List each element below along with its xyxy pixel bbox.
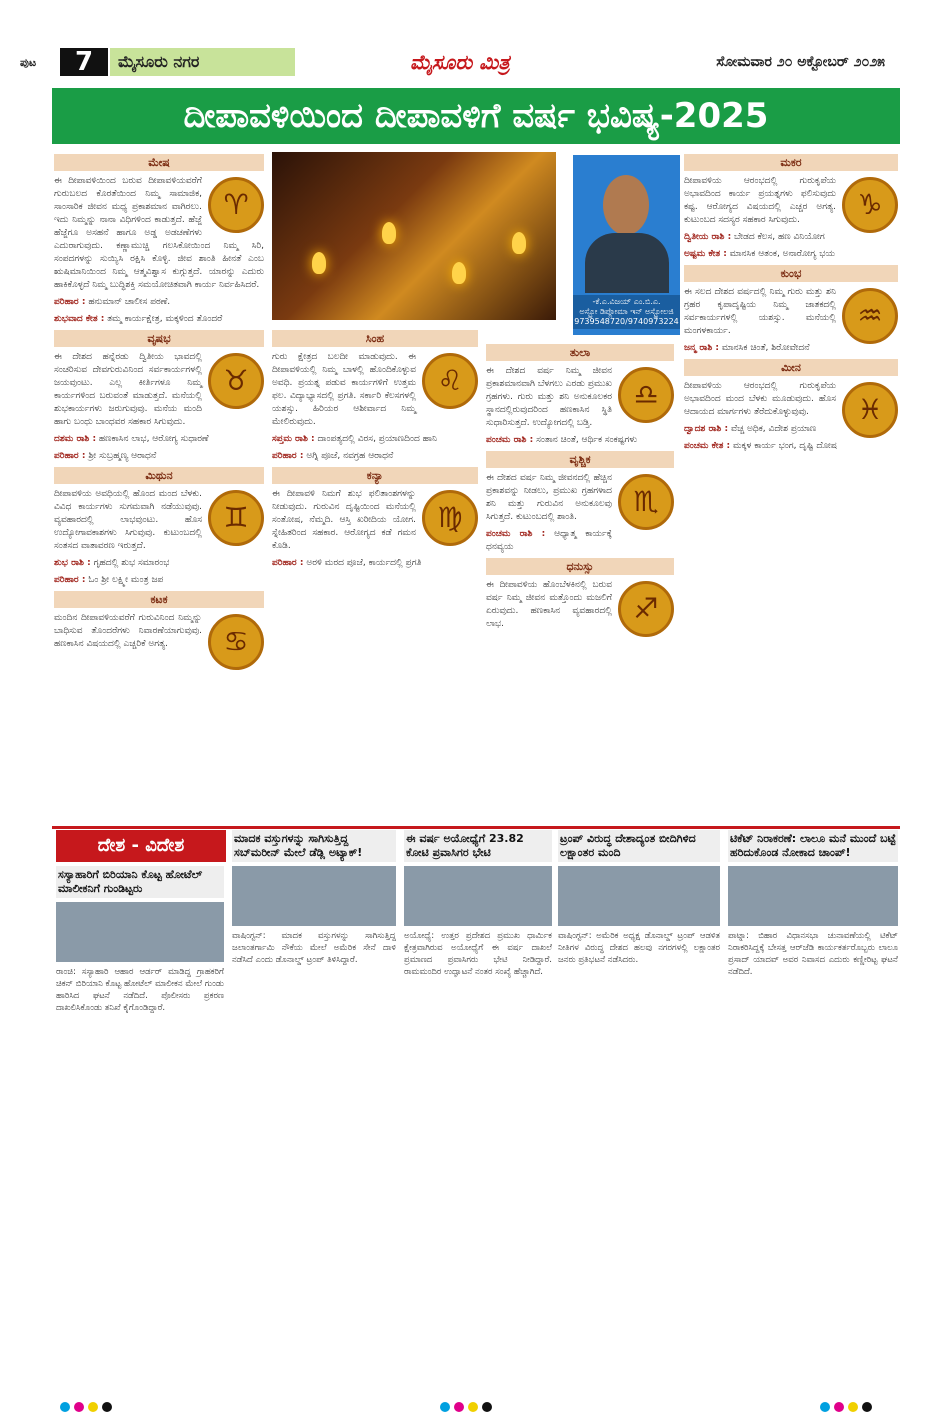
news-body: ಪಾಟ್ನಾ: ಬಿಹಾರ ವಿಧಾನಸಭಾ ಚುನಾವಣೆಯಲ್ಲಿ ಟಿಕೆಟ್ ನಿರಾಕರಿಸಿದ್ದಕ್ಕೆ ಬೇಸತ್ತ ಆರ್‌ಜೆಡಿ ಕಾರ್ಯಕರ್ತರೊಬ್ಬರು ಲಾಲೂ ಪ್ರಸಾದ್ ಯಾದವ್ ಅವರ ನಿವಾಸದ ಎದುರು ಕಣ್ಣೀರಿಟ್ಟ ಘಟನೆ ನಡೆದಿದೆ.: [728, 931, 898, 977]
horoscope-text: ಈ ದೇಶದ ಹನ್ನೆರಡು ದ್ವಿತೀಯ ಭಾವದಲ್ಲಿ ಸಂಚರಿಸುವ ದೇವಗುರುವಿನಿಂದ ಸರ್ವಕಾರ್ಯಗಳಲ್ಲಿ ಜಯವುಂಟು. ಎಲ್ಲ ಕೀರ್ತಿಗಳೂ ನಿಮ್ಮ ಕಾರ್ಯಗಳಿಂದ ಬರುವಂತೆ ಮಾಡುತ್ತದೆ. ಮನೆಯಲ್ಲಿ ಶುಭಕಾರ್ಯಗಳು ಜರುಗುವುವು. ಮನೆಯ ಮಂದಿ ಹಾಗು ಬಂಧು ಬಾಂಧವರ ಸಹಕಾರ ಸಿಗುವುದು.: [54, 352, 202, 427]
horoscope-note: [54, 433, 264, 446]
horoscope-note: [684, 248, 898, 261]
horoscope-text: ಈ ದೀಪಾವಳಿಯಿಂದ ಬರುವ ದೀಪಾವಳಿಯವರೆಗೆ ಗುರುಬಲದ ಕೊರತೆಯಿಂದ ನಿಮ್ಮ ಸಾಮಾಜಿಕ, ಸಾಂಸಾರಿಕ ಜೀವನ ಮಧ್ಯ ಪ್ರಕಾಶಮಾನ ವಾಗಿರಲು. ಇದು ನಿಮ್ಮನ್ನು ನಾನಾ ವಿಧಿಗಳಿಂದ ಕಾಡುತ್ತದೆ. ಹೆಜ್ಜೆ ಹೆಜ್ಜೆಗೂ ಅಸಹನೆ ಹಾಗೂ ಅಡ್ಡ ಅಡಚಣೆಗಳು ಎದುರಾಗುವುದು. ಕಣ್ಣಾಮುಚ್ಚಿ ಗಲಸಿಕೋಯಿಂದ ನಿಮ್ಮ ಸಿರಿ, ಸಂಪದಗಳನ್ನು ಸುಯ್ಯಿಸಿ ರಕ್ಷಿಸಿ ಕೊಳ್ಳಿ. ಜೀವ ಶಾಂತಿ ಹೀನತೆ ಎಂಬ ಋಷಿಮಾನಿಯಿಂದ ನಿಮ್ಮ ಆತ್ಮವಿಶ್ವಾಸ ಕುಗ್ಗುತ್ತದೆ. ಯಾರನ್ನು ಎದುರು ಹಾಕಿಕೊಳ್ಳದೆ ನಿಮ್ಮ ಬುದ್ಧಿಶಕ್ತಿ ಸಮಯೋಚಿತವಾಗಿ ಕಾರ್ಯ ನಿರ್ವಹಿಸಿದರೆ.: [54, 176, 264, 290]
note-label: ಜನ್ಮ ರಾಶಿ :: [684, 343, 720, 353]
horoscope-note: [272, 450, 478, 463]
zodiac-icon: ♒: [842, 288, 898, 344]
zodiac-heading: ಕನ್ಯಾ: [272, 467, 478, 484]
zodiac-heading: ಮೀನ: [684, 359, 898, 376]
horoscope-note: [486, 528, 674, 554]
news-body: ಅಯೋಧ್ಯೆ: ಉತ್ತರ ಪ್ರದೇಶದ ಪ್ರಮುಖ ಧಾರ್ಮಿಕ ಕ್ಷೇತ್ರವಾಗಿರುವ ಅಯೋಧ್ಯೆಗೆ ಈ ವರ್ಷ ದಾಖಲೆ ಪ್ರಮಾಣದ ಪ್ರವಾಸಿಗರು ಭೇಟಿ ನೀಡಿದ್ದಾರೆ. ರಾಮಮಂದಿರ ಉದ್ಘಾಟನೆ ನಂತರ ಸಂಖ್ಯೆ ಹೆಚ್ಚಾಗಿದೆ.: [404, 931, 552, 977]
horoscope-note: [54, 296, 264, 309]
zodiac-icon: ♍: [422, 490, 478, 546]
news-headline: ಸಸ್ಯಾಹಾರಿಗೆ ಬಿರಿಯಾನಿ ಕೊಟ್ಟ ಹೋಟೆಲ್ ಮಾಲೀಕನಿಗೆ ಗುಂಡಿಟ್ಟರು: [56, 866, 224, 898]
horoscope-note: [54, 313, 264, 326]
page-number: 7: [60, 48, 108, 76]
horoscope-note: [684, 231, 898, 244]
note-label: ಅಷ್ಟಮ ಕೇತ :: [684, 249, 727, 259]
horoscope-note: [54, 450, 264, 463]
note-label: ಶುಭವಾದ ಕೇತ :: [54, 314, 105, 324]
note-value: ಮಾನಸಿಕ ಆತಂಕ, ಅನಾರೋಗ್ಯ ಭಯ: [729, 249, 836, 259]
note-value: ಹನುಮಾನ್ ಚಾಲೀಸ ಪಠಣೆ.: [88, 297, 171, 307]
zodiac-heading: ಕುಂಭ: [684, 265, 898, 282]
note-value: ತಮ್ಮ ಕಾರ್ಯಕ್ಷೇತ್ರ, ಮಕ್ಕಳಿಂದ ತೊಂದರೆ: [107, 314, 223, 324]
horoscope-text: ದೀಪಾವಳಿಯ ಆರಂಭದಲ್ಲಿ ಗುರುಕೃಪೆಯ ಅಭಾವದಿಂದ ಮಂದ ಬೆಳಕು ಮೂಡುವುದು. ಹೊಸ ಆದಾಯದ ಮಾರ್ಗಗಳು ತೆರೆದುಕೊಳ್ಳುವುವು.: [684, 381, 836, 417]
zodiac-icon: ♈: [208, 177, 264, 233]
zodiac-icon: ♐: [618, 581, 674, 637]
note-label: ಪಂಚಮ ರಾಶಿ :: [486, 435, 534, 445]
note-label: ದ್ವಿತೀಯ ರಾಶಿ :: [684, 232, 732, 242]
note-value: ಹಣಕಾಸಿನ ಲಾಭ, ಆರೋಗ್ಯ ಸುಧಾರಣೆ: [98, 434, 209, 444]
note-label: ಪರಿಹಾರ :: [54, 451, 86, 461]
note-value: ಆಧ್ಯಾತ್ಮ ಕಾರ್ಯಕ್ಕೆ ಧನವ್ಯಯ: [486, 529, 612, 552]
horoscope-text: ಈ ದೇಶದ ವರ್ಷ ನಿಮ್ಮ ಜೀವನ ಪ್ರಕಾಶಮಾನವಾಗಿ ಬೆಳಗಲು ಎರಡು ಪ್ರಮುಖ ಗ್ರಹಗಳು. ಗುರು ಮತ್ತು ಶನಿ ಅನುಕೂಲಕರ ಸ್ಥಾನದಲ್ಲಿರುವುದರಿಂದ ಹಣಕಾಸಿನ ಸ್ಥಿತಿ ಸುಧಾರಿಸುತ್ತದೆ. ಉದ್ಯೋಗದಲ್ಲಿ ಬಡ್ತಿ.: [486, 366, 612, 428]
note-value: ಗೃಹದಲ್ಲಿ ಶುಭ ಸಮಾರಂಭ: [93, 558, 170, 568]
astrologer-photo: [573, 155, 680, 335]
horoscope-note: [54, 557, 264, 570]
horoscope-text: ಈ ದೇಶದ ವರ್ಷ ನಿಮ್ಮ ಜೀವನದಲ್ಲಿ ಹೆಚ್ಚಿನ ಪ್ರಕಾಶವನ್ನು ನೀಡಲು, ಪ್ರಮುಖ ಗ್ರಹಗಳಾದ ಶನಿ ಮತ್ತು ಗುರುವಿನ ಅನುಕೂಲವು ಸಿಗುತ್ತದೆ. ಕುಟುಂಬದಲ್ಲಿ ಶಾಂತಿ.: [486, 473, 612, 522]
note-label: ಸಪ್ತಮ ರಾಶಿ :: [272, 434, 315, 444]
note-label: ಪರಿಹಾರ :: [272, 558, 304, 568]
masthead: [0, 0, 945, 80]
note-value: ಮಾನಸಿಕ ಚಿಂತೆ, ಶಿರೋವೇದನೆ: [721, 343, 810, 353]
zodiac-heading: ತುಲಾ: [486, 344, 674, 361]
zodiac-heading: ಮಕರ: [684, 154, 898, 171]
news-article: [404, 830, 552, 1370]
note-label: ಪರಿಹಾರ :: [54, 575, 86, 585]
horoscope-note: [684, 342, 898, 355]
diya-photo: [272, 152, 556, 320]
note-value: ದಾಂಪತ್ಯದಲ್ಲಿ ವಿರಸ, ಪ್ರಯಾಣದಿಂದ ಹಾನಿ: [317, 434, 438, 444]
horoscope-text: ಈ ಸಲದ ದೇಶದ ವರ್ಷದಲ್ಲಿ ನಿಮ್ಮ ಗುರು ಮತ್ತು ಶನಿ ಗ್ರಹರ ಕೃಪಾದೃಷ್ಟಿಯ ನಿಮ್ಮ ಜಾತಕದಲ್ಲಿ ಸರ್ವಕಾರ್ಯಗಳಲ್ಲಿ ಯಶಸ್ಸು. ಮನೆಯಲ್ಲಿ ಮಂಗಳಕಾರ್ಯ.: [684, 287, 836, 336]
section-city: ಮೈಸೂರು ನಗರ: [110, 48, 295, 76]
astrologer-name: -ಕೆ.ಎ.ವಿಜಯ್ ಎಂ.ಬಿ.ಎ.: [592, 297, 661, 306]
note-value: ಬೇಡದ ಕೆಲಸ, ಹಣ ವಿನಿಯೋಗ: [734, 232, 825, 242]
zodiac-heading: ಕಟಕ: [54, 591, 264, 608]
horoscope-note: [272, 433, 478, 446]
note-value: ವೆಚ್ಚ ಅಧಿಕ, ವಿದೇಶ ಪ್ರಯಾಣ: [730, 424, 817, 434]
note-label: ಪರಿಹಾರ :: [54, 297, 86, 307]
news-photo: [404, 866, 552, 926]
horoscope-note: [272, 557, 478, 570]
horoscope-column: [684, 150, 898, 820]
note-label: ಪಂಚಮ ಕೇತ :: [684, 441, 731, 451]
horoscope-column: [272, 326, 478, 820]
zodiac-icon: ♌: [422, 353, 478, 409]
issue-date: ಸೋಮವಾರ ೨೦ ಅಕ್ಟೋಬರ್ ೨೦೨೫: [716, 54, 885, 70]
print-registration-marks: [0, 1394, 945, 1424]
zodiac-icon: ♊: [208, 490, 264, 546]
note-label: ದಶಮ ರಾಶಿ :: [54, 434, 97, 444]
news-body: ರಾಂಚಿ: ಸಸ್ಯಾಹಾರಿ ಆಹಾರ ಆರ್ಡರ್ ಮಾಡಿದ್ದ ಗ್ರಾಹಕರಿಗೆ ಚಿಕನ್ ಬಿರಿಯಾನಿ ಕೊಟ್ಟ ಹೋಟೆಲ್ ಮಾಲೀಕನ ಮೇಲೆ ಗುಂಡು ಹಾರಿಸಿದ ಘಟನೆ ನಡೆದಿದೆ. ಪೊಲೀಸರು ಪ್ರಕರಣ ದಾಖಲಿಸಿಕೊಂಡು ತನಿಖೆ ಕೈಗೊಂಡಿದ್ದಾರೆ.: [56, 967, 224, 1013]
horoscope-text: ಈ ದೀಪಾವಳಿ ನಿಮಗೆ ಶುಭ ಫಲಿತಾಂಶಗಳನ್ನು ನೀಡುವುದು. ಗುರುವಿನ ದೃಷ್ಟಿಯಿಂದ ಮನೆಯಲ್ಲಿ ಸಂತೋಷ, ನೆಮ್ಮದಿ. ಆಸ್ತಿ ಖರೀದಿಯ ಯೋಗ. ಸ್ನೇಹಿತರಿಂದ ಸಹಕಾರ. ಆರೋಗ್ಯದ ಕಡೆ ಗಮನ ಕೊಡಿ.: [272, 489, 416, 551]
news-body: ವಾಷಿಂಗ್ಟನ್: ಮಾದಕ ವಸ್ತುಗಳನ್ನು ಸಾಗಿಸುತ್ತಿದ್ದ ಜಲಾಂತರ್ಗಾಮಿ ನೌಕೆಯ ಮೇಲೆ ಅಮೆರಿಕ ಸೇನೆ ದಾಳಿ ನಡೆಸಿದೆ ಎಂದು ಡೊನಾಲ್ಡ್ ಟ್ರಂಪ್ ತಿಳಿಸಿದ್ದಾರೆ.: [232, 931, 396, 965]
zodiac-icon: ♓: [842, 382, 898, 438]
note-label: ಶುಭ ರಾಶಿ :: [54, 558, 91, 568]
horoscope-column: [54, 150, 264, 820]
horoscope-note: [54, 574, 264, 587]
zodiac-icon: ♏: [618, 474, 674, 530]
news-photo: [232, 866, 396, 926]
note-label: ಪರಿಹಾರ :: [272, 451, 304, 461]
horoscope-text: ದೀಪಾವಳಿಯ ಆರಂಭದಲ್ಲಿ ಗುರುಕೃಪೆಯ ಅಭಾವದಿಂದ ಕಾರ್ಯ ಪ್ರಯತ್ನಗಳು ಫಲಿಸುವುದು ಕಷ್ಟ. ಆರೋಗ್ಯದ ವಿಷಯದಲ್ಲಿ ಎಚ್ಚರ ಅಗತ್ಯ. ಕುಟುಂಬದ ಸದಸ್ಯರ ಸಹಕಾರ ಸಿಗುವುದು.: [684, 176, 836, 225]
horoscope-column: [486, 340, 674, 820]
zodiac-icon: ♎: [618, 367, 674, 423]
note-label: ದ್ವಾದಶ ರಾಶಿ :: [684, 424, 729, 434]
zodiac-heading: ಮೇಷ: [54, 154, 264, 171]
note-value: ಓಂ ಶ್ರೀ ಲಕ್ಷ್ಮೀ ಮಂತ್ರ ಜಪ: [88, 575, 164, 585]
desha-videsha-label: ದೇಶ - ವಿದೇಶ: [56, 830, 226, 862]
news-headline: ಟಿಕೆಟ್ ನಿರಾಕರಣೆ: ಲಾಲೂ ಮನೆ ಮುಂದೆ ಬಟ್ಟೆ ಹರಿದುಕೊಂಡ ನೋಕಾದ ಚಾಂಪ್!: [728, 830, 898, 862]
horoscope-text: ಗುರು ಕ್ಷೇತ್ರದ ಬಲದೀ ಮಾಡುವುದು. ಈ ದೀಪಾವಳಿಯಲ್ಲಿ ನಿಮ್ಮ ಬಾಳಲ್ಲಿ ಹೊಂದಿಕೊಳ್ಳುವ ಅವಧಿ. ಪ್ರಯತ್ನ ಪಡುವ ಕಾರ್ಯಗಳಿಗೆ ಉತ್ತಮ ಫಲ. ವಿದ್ಯಾಭ್ಯಾಸದಲ್ಲಿ ಪ್ರಗತಿ. ಸರ್ಕಾರಿ ಕೆಲಸಗಳಲ್ಲಿ ಯಶಸ್ಸು. ಹಿರಿಯರ ಆಶೀರ್ವಾದ ನಿಮ್ಮ ಮೇಲಿರುವುದು.: [272, 352, 416, 427]
zodiac-heading: ಸಿಂಹ: [272, 330, 478, 347]
news-article: [232, 830, 396, 1370]
zodiac-heading: ಮಿಥುನ: [54, 467, 264, 484]
zodiac-heading: ವೃಶ್ಚಿಕ: [486, 451, 674, 468]
note-value: ಅರಳಿ ಮರದ ಪೂಜೆ, ಕಾರ್ಯದಲ್ಲಿ ಪ್ರಗತಿ: [306, 558, 422, 568]
note-label: ಪಂಚಮ ರಾಶಿ :: [486, 529, 546, 539]
news-photo: [56, 902, 224, 962]
news-headline: ಮಾದಕ ವಸ್ತುಗಳನ್ನು ಸಾಗಿಸುತ್ತಿದ್ದ ಸಬ್‌ಮರೀನ್ ಮೇಲೆ ಡೆಡ್ಲಿ ಅಟ್ಯಾಕ್!: [232, 830, 396, 862]
news-headline: ಈ ವರ್ಷ ಅಯೋಧ್ಯೆಗೆ 23.82 ಕೋಟಿ ಪ್ರವಾಸಿಗರ ಭೇಟಿ: [404, 830, 552, 862]
zodiac-icon: ♋: [208, 614, 264, 670]
horoscope-note: [684, 440, 898, 453]
news-article: [558, 830, 720, 1370]
zodiac-icon: ♑: [842, 177, 898, 233]
page-label: ಪುಟ: [20, 56, 37, 69]
astrologer-title: ಅಸ್ಟ್ರೋ ಡಿಪ್ಲೋಮಾ ಇನ್ ಅಸ್ಟ್ರೋಲಜಿ: [579, 307, 674, 316]
horoscope-text: ದೀಪಾವಳಿಯ ಅವಧಿಯಲ್ಲಿ ಹೊಂದ ಮಂದ ಬೆಳಕು. ವಿವಿಧ ಕಾರ್ಯಗಳು ಸುಗಮವಾಗಿ ನಡೆಯುವುವು. ವ್ಯವಹಾರದಲ್ಲಿ ಲಾಭವುಂಟು. ಹೊಸ ಉದ್ಯೋಗಾವಕಾಶಗಳು ಸಿಗುವುವು. ಕುಟುಂಬದಲ್ಲಿ ಸಂತಸದ ವಾತಾವರಣ ಇರುತ್ತದೆ.: [54, 489, 202, 551]
horoscope-text: ಈ ದೀಪಾವಳಿಯ ಹೊಂಬೆಳಕಿನಲ್ಲಿ ಬರುವ ವರ್ಷ ನಿಮ್ಮ ಜೀವನ ಮತ್ತೊಂದು ಮಜಲಿಗೆ ಏರುವುದು. ಹಣಕಾಸಿನ ವ್ಯವಹಾರದಲ್ಲಿ ಲಾಭ.: [486, 580, 612, 629]
news-body: ವಾಷಿಂಗ್ಟನ್: ಅಮೆರಿಕ ಅಧ್ಯಕ್ಷ ಡೊನಾಲ್ಡ್ ಟ್ರಂಪ್ ಆಡಳಿತ ನೀತಿಗಳ ವಿರುದ್ಧ ದೇಶದ ಹಲವು ನಗರಗಳಲ್ಲಿ ಲಕ್ಷಾಂತರ ಜನರು ಪ್ರತಿಭಟನೆ ನಡೆಸಿದರು.: [558, 931, 720, 965]
zodiac-heading: ಧನುಸ್ಸು: [486, 558, 674, 575]
astrologer-phone: 9739548720/9740973224: [574, 317, 679, 326]
news-headline: ಟ್ರಂಪ್ ವಿರುದ್ಧ ದೇಶಾದ್ಯಂತ ಬೀದಿಗಿಳಿದ ಲಕ್ಷಾಂತರ ಮಂದಿ: [558, 830, 720, 862]
note-value: ಮಕ್ಕಳ ಕಾರ್ಯ ಭಂಗ, ದೃಷ್ಟಿ ದೋಷ: [732, 441, 838, 451]
note-value: ಶ್ರೀ ಸುಬ್ರಹ್ಮಣ್ಯ ಆರಾಧನೆ: [88, 451, 157, 461]
zodiac-icon: ♉: [208, 353, 264, 409]
newspaper-logo: ಮೈಸೂರು ಮಿತ್ರ: [410, 50, 510, 74]
page-title: ದೀಪಾವಳಿಯಿಂದ ದೀಪಾವಳಿಗೆ ವರ್ಷ ಭವಿಷ್ಯ-2025: [52, 88, 900, 144]
horoscope-text: ಮಂದಿನ ದೀಪಾವಳಿಯವರೆಗೆ ಗುರುವಿನಿಂದ ನಿಮ್ಮನ್ನು ಬಾಧಿಸುವ ತೊಂದರೆಗಳು ನಿವಾರಣೆಯಾಗುವುವು. ಹಣಕಾಸಿನ ವಿಷಯದಲ್ಲಿ ಎಚ್ಚರಿಕೆ ಅಗತ್ಯ.: [54, 613, 202, 649]
news-photo: [728, 866, 898, 926]
news-article: [56, 866, 224, 1406]
note-value: ಅಗ್ನಿ ಪೂಜೆ, ನವಗ್ರಹ ಆರಾಧನೆ: [306, 451, 394, 461]
news-article: [728, 830, 898, 1370]
horoscope-note: [486, 434, 674, 447]
news-photo: [558, 866, 720, 926]
note-value: ಸಂತಾನ ಚಿಂತೆ, ಆರ್ಥಿಕ ಸಂಕಷ್ಟಗಳು: [536, 435, 638, 445]
zodiac-heading: ವೃಷಭ: [54, 330, 264, 347]
